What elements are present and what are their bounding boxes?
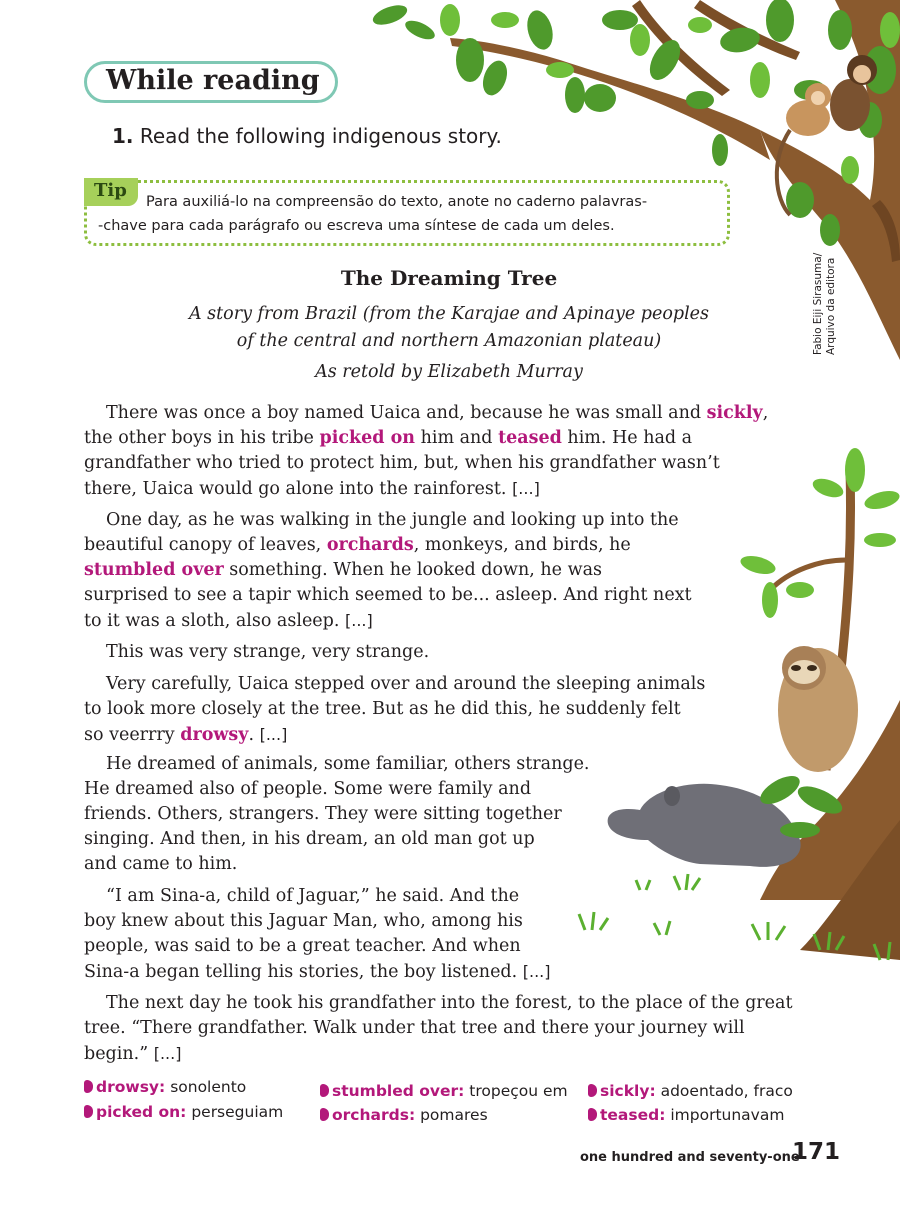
credit-line-2: Arquivo da editora xyxy=(825,257,837,355)
story-paragraph-1 xyxy=(84,401,768,502)
glossary-word-picked-on: picked on xyxy=(319,428,416,448)
tip-label: Tip xyxy=(94,180,127,201)
text-run: . xyxy=(248,725,260,745)
glossary-definition: perseguiam xyxy=(191,1103,284,1121)
glossary-definition: pomares xyxy=(420,1106,488,1124)
text-line: He dreamed also of people. Some were family and xyxy=(84,779,532,799)
page-number: 171 xyxy=(792,1139,841,1165)
story-paragraph-7 xyxy=(84,991,792,1067)
text-line: grandfather who tried to protect him, but, when his grandfather wasn’t xyxy=(84,453,720,473)
text-line: people, was said to be a great teacher. And when xyxy=(84,936,521,956)
section-title: While reading xyxy=(106,65,320,96)
text-line: friends. Others, strangers. They were sitting together xyxy=(84,804,562,824)
instruction-number: 1. xyxy=(112,124,134,148)
story-author: As retold by Elizabeth Murray xyxy=(315,362,583,382)
text-line: One day, as he was walking in the jungle and looking up into the xyxy=(106,510,679,530)
glossary-term: stumbled over: xyxy=(332,1082,465,1100)
story-subtitle xyxy=(84,301,814,355)
glossary-entry xyxy=(320,1082,568,1100)
tip-text xyxy=(98,190,718,238)
glossary-bullet-icon xyxy=(320,1084,329,1097)
glossary-definition: tropeçou em xyxy=(469,1082,568,1100)
glossary-word-stumbled-over: stumbled over xyxy=(84,560,224,580)
text-run: so veerrry xyxy=(84,725,181,745)
text-line: and came to him. xyxy=(84,854,238,874)
text-line: Very carefully, Uaica stepped over and around the sleeping animals xyxy=(106,674,706,694)
glossary-definition: sonolento xyxy=(170,1078,247,1096)
instruction-text: Read the following indigenous story. xyxy=(139,124,502,148)
text-run: begin.” xyxy=(84,1044,154,1064)
text-run: him and xyxy=(415,428,499,448)
glossary-bullet-icon xyxy=(84,1080,93,1093)
text-line: This was very strange, very strange. xyxy=(106,642,430,662)
text-line: surprised to see a tapir which seemed to be... asleep. And right next xyxy=(84,585,692,605)
glossary-definition: adoentado, fraco xyxy=(660,1082,793,1100)
ellipsis: [...] xyxy=(512,479,540,498)
text-line: boy knew about this Jaguar Man, who, among his xyxy=(84,911,523,931)
text-line: singing. And then, in his dream, an old man got up xyxy=(84,829,535,849)
glossary-term: picked on: xyxy=(96,1103,187,1121)
glossary-term: sickly: xyxy=(600,1082,656,1100)
glossary-entry xyxy=(84,1103,283,1121)
story-subtitle-line-1: A story from Brazil (from the Karajae and Apinaye peoples xyxy=(188,304,710,324)
ellipsis: [...] xyxy=(259,725,288,744)
glossary-definition: importunavam xyxy=(670,1106,785,1124)
story-paragraph-4 xyxy=(84,672,705,748)
page-number-words: one hundred and seventy-one xyxy=(580,1150,800,1165)
image-credit xyxy=(812,253,838,355)
text-run: the other boys in his tribe xyxy=(84,428,320,448)
glossary-bullet-icon xyxy=(588,1084,597,1097)
text-run: Sina-a began telling his stories, the boy listened. xyxy=(84,962,523,982)
text-run: there, Uaica would go alone into the rainforest. xyxy=(84,479,513,499)
story-paragraph-6 xyxy=(84,884,551,985)
story-paragraph-5 xyxy=(84,752,590,877)
text-line: “I am Sina-a, child of Jaguar,” he said. And the xyxy=(106,886,520,906)
text-run: , monkeys, and birds, he xyxy=(413,535,631,555)
glossary-entry xyxy=(588,1106,784,1124)
text-line: to look more closely at the tree. But as he did this, he suddenly felt xyxy=(84,699,681,719)
glossary-entry xyxy=(320,1106,488,1124)
glossary-bullet-icon xyxy=(320,1108,329,1121)
glossary-word-orchards: orchards xyxy=(326,535,414,555)
tip-line-1: Para auxiliá-lo na compreensão do texto, anote no caderno palavras- xyxy=(146,194,648,210)
text-line: The next day he took his grandfather into the forest, to the place of the great xyxy=(106,993,793,1013)
ellipsis: [...] xyxy=(522,962,551,981)
story-paragraph-2 xyxy=(84,508,692,634)
glossary-term: orchards: xyxy=(332,1106,416,1124)
ellipsis: [...] xyxy=(153,1044,182,1063)
text-run: him. He had a xyxy=(561,428,693,448)
story-paragraph-3 xyxy=(84,640,429,665)
text-run: beautiful canopy of leaves, xyxy=(84,535,327,555)
story-subtitle-line-2: of the central and northern Amazonian plateau) xyxy=(236,331,662,351)
ellipsis: [...] xyxy=(344,611,373,630)
credit-line-1: Fabio Eiji Sirasuma/ xyxy=(812,252,824,355)
glossary-bullet-icon xyxy=(84,1105,93,1118)
glossary-word-sickly: sickly xyxy=(706,403,763,423)
story-title: The Dreaming Tree xyxy=(340,266,558,290)
text-line: He dreamed of animals, some familiar, others strange. xyxy=(106,754,590,774)
glossary-entry xyxy=(588,1082,793,1100)
text-line: tree. “There grandfather. Walk under that tree and there your journey will xyxy=(84,1018,745,1038)
instruction xyxy=(112,124,502,148)
glossary-word-teased: teased xyxy=(498,428,562,448)
glossary-term: teased: xyxy=(600,1106,666,1124)
glossary-term: drowsy: xyxy=(96,1078,166,1096)
glossary-bullet-icon xyxy=(588,1108,597,1121)
glossary-word-drowsy: drowsy xyxy=(180,725,249,745)
glossary-entry xyxy=(84,1078,246,1096)
text-run: There was once a boy named Uaica and, because he was small and xyxy=(106,403,707,423)
text-run: , xyxy=(762,403,769,423)
tip-line-2: -chave para cada parágrafo ou escreva uma síntese de cada um deles. xyxy=(98,218,615,234)
text-run: something. When he looked down, he was xyxy=(223,560,602,580)
text-run: to it was a sloth, also asleep. xyxy=(84,611,345,631)
